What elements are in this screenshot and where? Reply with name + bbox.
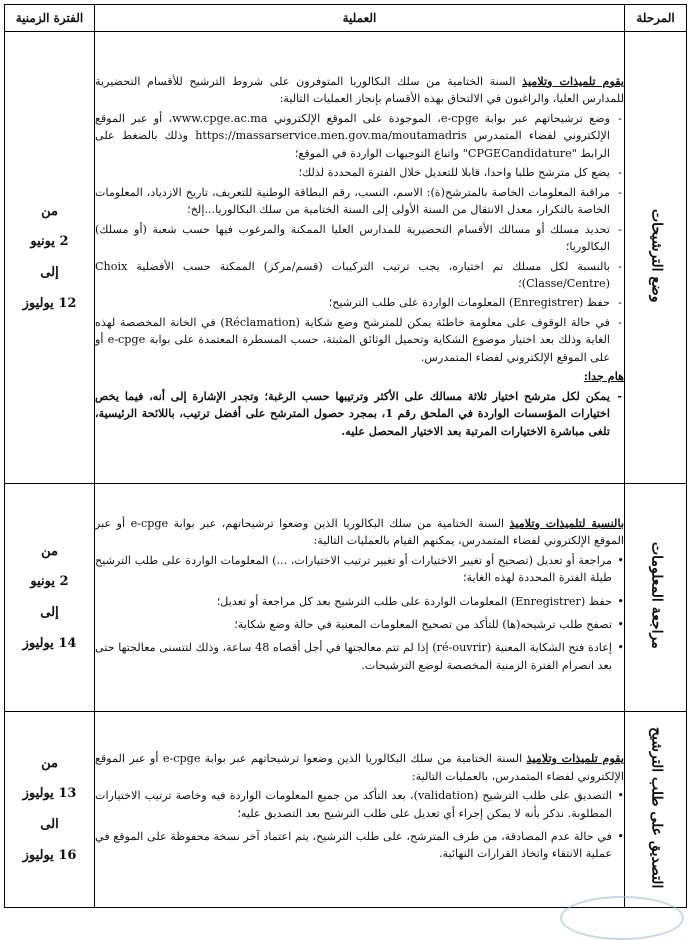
- intro-paragraph: [95, 515, 624, 550]
- header-operation: العملية: [95, 5, 625, 32]
- schedule-table: [4, 4, 687, 908]
- intro-paragraph: [95, 750, 624, 785]
- stamp-mark: [560, 896, 684, 940]
- intro-text: السنة الختامية من سلك البكالوريا الذين وضعوا ترشيحاتهم، عبر بوابة e-cpge أو عبر الموقع الإلكتروني لفضاء المتمدرس، يمكنهم القيام بالعمليات التالية:: [95, 516, 624, 548]
- phase-cell: [625, 484, 687, 712]
- list-item: - حفظ (Enregistrer) المعلومات الواردة على طلب الترشيح؛: [95, 294, 624, 311]
- list-item: • التصديق على طلب الترشيح (validation)، بعد التأكد من جميع المعلومات الواردة فيه وخاصة ترتيب الاختيارات المطلوبة. نذكر بأنه لا يمكن إجراء أي تعديل على طلب الترشيح بعد التصديق عليه؛: [95, 787, 624, 822]
- period-from-label: من: [41, 543, 58, 559]
- period-cell: [5, 484, 95, 712]
- list-item: • مراجعة أو تعديل (تصحيح أو تغيير الاختيارات أو تغيير ترتيب الاختيارات، ...) المعلومات الواردة على طلب الترشيح طيلة الفترة المحددة لهذه الغاية؛: [95, 552, 624, 587]
- period-cell: [5, 32, 95, 484]
- period-from-label: من: [41, 755, 58, 771]
- header-phase: المرحلة: [625, 5, 687, 32]
- important-label: هام جدا:: [583, 369, 624, 384]
- list-item: - في حالة الوقوف على معلومة خاطئة يمكن للمترشح وضع شكاية (Réclamation) في الخانة المخصصة لهذه الغاية وذلك بعد اختيار موضوع الشكاية وتحميل الوثائق المثبتة، حسب المسطرة المعتمدة على بوابة e-cpge أو على الموقع الإلكتروني لفضاء المتمدرس.: [95, 314, 624, 366]
- list-item: - بالنسبة لكل مسلك تم اختياره، يجب ترتيب التركيبات (قسم/مركز) الممكنة حسب الأفضلية Choix (Classe/Centre)؛: [95, 258, 624, 293]
- operation-cell: [95, 32, 625, 484]
- important-list: [95, 388, 624, 440]
- table-row: [5, 32, 687, 484]
- period-to-date: 16 يوليوز: [22, 847, 77, 863]
- phase-cell: [625, 712, 687, 908]
- period-from-label: من: [41, 203, 58, 219]
- list-item: • تصفح طلب ترشيحه(ها) للتأكد من تصحيح المعلومات المعنية في حالة وضع شكاية؛: [95, 616, 624, 633]
- period-from-date: 13 يوليوز: [22, 786, 77, 802]
- period-from-date: 2 يونيو: [30, 574, 69, 590]
- list-item: • حفظ (Enregistrer) المعلومات الواردة على طلب الترشيح بعد كل مراجعة أو تعديل؛: [95, 593, 624, 610]
- phase-cell: [625, 32, 687, 484]
- operation-list: [95, 787, 624, 863]
- list-item: - يمكن لكل مترشح اختيار ثلاثة مسالك على الأكثر وترتيبها حسب الرغبة؛ وتجدر الإشارة إلى أنه، فيما يخص اختيارات المؤسسات الواردة في الملحق رقم 1، بمجرد حصول المترشح على أفضل ترتيب، باللائحة الرئيسية، تلغى مباشرة الاختيارات المرتبة بعد الاختيار المحصل عليه.: [95, 388, 624, 440]
- phase-label: التصديق على طلب الترشيح: [648, 726, 665, 889]
- intro-bold: يقوم تلميذات وتلاميذ: [522, 73, 624, 88]
- table-row: [5, 712, 687, 908]
- operation-cell: [95, 484, 625, 712]
- table-header-row: [5, 5, 687, 32]
- period-to-label: إلى: [40, 605, 59, 620]
- period-to-date: 12 يوليوز: [22, 295, 77, 311]
- header-period: الفترة الزمنية: [5, 5, 95, 32]
- phase-label: وضع الترشيحات: [648, 208, 665, 303]
- list-item: - وضع ترشيحاتهم عبر بوابة e-cpge، الموجودة على الموقع الإلكتروني www.cpge.ac.ma، أو عبر الموقع الإلكتروني لفضاء المتمدرس https://massarservice.men.gov.ma/moutamadris وذلك بالضغط على الرابط "CPGECandidature" واتباع التوجيهات الواردة في الموقع؛: [95, 110, 624, 162]
- intro-bold: يقوم تلميذات وتلاميذ: [526, 751, 624, 766]
- intro-text: السنة الختامية من سلك البكالوريا الذين وضعوا ترشيحاتهم عبر بوابة e-cpge أو عبر الموقع الإلكتروني لفضاء المتمدرس، بالعمليات التالية:: [95, 752, 624, 783]
- intro-paragraph: [95, 73, 624, 108]
- list-item: - مراقبة المعلومات الخاصة بالمترشح(ة): الاسم، النسب، رقم البطاقة الوطنية للتعريف، تاريخ الازدياد، المعلومات الخاصة بالتكرار، معدل الانتقال من السنة الأولى إلى السنة الختامية من سلك البكالوريا...إلخ؛: [95, 184, 624, 219]
- list-item: • في حالة عدم المصادقة، من طرف المترشح، على طلب الترشيح، يتم اعتماد آخر نسخة محفوظة على الموقع في عملية الانتقاء واتخاذ القرارات النهائية.: [95, 828, 624, 863]
- operation-cell: [95, 712, 625, 908]
- list-item: - يضع كل مترشح طلبا واحدا، قابلا للتعديل خلال الفترة المحددة لذلك؛: [95, 164, 624, 181]
- period-from-date: 2 يونيو: [30, 234, 69, 250]
- phase-label: مراجعة المعلومات: [648, 542, 665, 649]
- period-cell: [5, 712, 95, 908]
- operation-list: [95, 552, 624, 675]
- operation-list: [95, 110, 624, 367]
- list-item: - تحديد مسلك أو مسالك الأقسام التحضيرية للمدارس العليا الممكنة والمرغوب فيها حسب شعبة (أو مسلك) البكالوريا؛: [95, 221, 624, 256]
- table-row: [5, 484, 687, 712]
- intro-text: السنة الختامية من سلك البكالوريا المتوفرون على شروط الترشيح للأقسام التحضيرية للمدارس العليا، والراغبون في الالتحاق بهذه الأقسام بإنجاز العمليات التالية:: [95, 74, 624, 106]
- intro-bold: بالنسبة لتلميذات وتلاميذ: [509, 515, 624, 530]
- list-item: • إعادة فتح الشكاية المعنية (ré-ouvrir) إذا لم تتم معالجتها في أجل أقصاه 48 ساعة، وذلك لتتسنى معالجتها حتى بعد انصرام الفترة الزمنية المخصصة لوضع الترشيحات.: [95, 639, 624, 674]
- period-to-label: الى: [40, 817, 59, 832]
- period-to-label: إلى: [40, 265, 59, 280]
- period-to-date: 14 يوليوز: [22, 635, 77, 651]
